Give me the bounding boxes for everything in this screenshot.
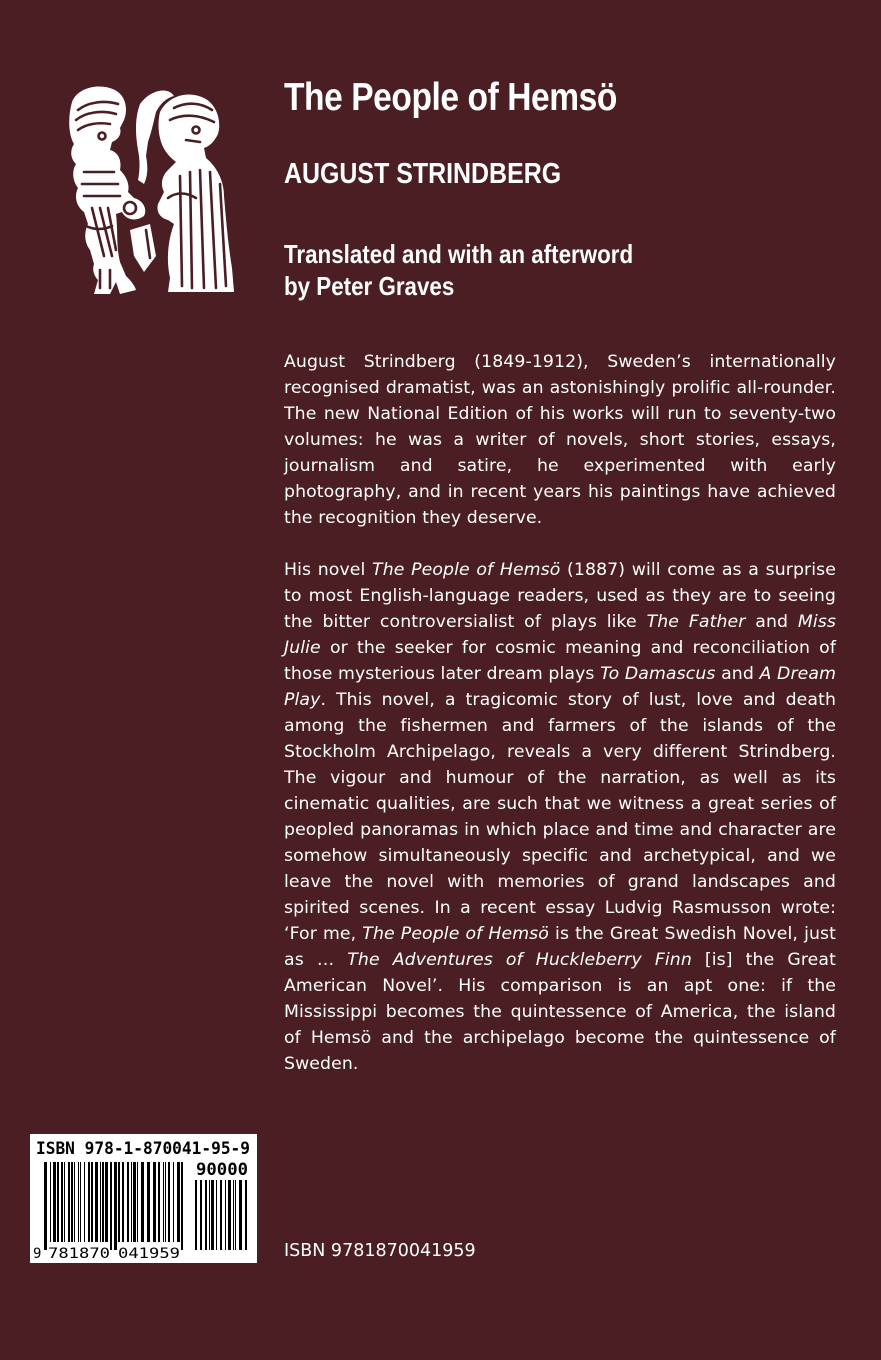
barcode-bar [91, 1162, 93, 1242]
barcode-price-code: 90000 [196, 1160, 248, 1179]
barcode-bar [127, 1162, 129, 1242]
barcode-bar [53, 1162, 56, 1242]
barcode-bar [163, 1162, 164, 1242]
barcode-bar [88, 1162, 90, 1242]
italic-title: The Father [646, 612, 746, 632]
barcode-bar [141, 1162, 144, 1242]
italic-title: To Damascus [600, 664, 716, 684]
barcode-bar [137, 1162, 138, 1242]
barcode-addon-bars [195, 1180, 247, 1250]
translator-line-1: Translated and with an afterword [284, 239, 634, 269]
barcode-isbn-top: ISBN 978-1-870041-95-9 [36, 1139, 250, 1158]
barcode-bar [245, 1180, 247, 1250]
translator-line-2: by Peter Graves [284, 271, 455, 301]
barcode-bar [216, 1180, 217, 1250]
blurb-paragraph-2: His novel The People of Hemsö (1887) will come as a surprise to most English-language readers, used as they are to seeing the bitter controversialist of plays like The Father and Miss Julie or the seeker for cosmic meaning and reconciliation of those mysterious later dream plays To Damascus and A Dream Play. This novel, a tragicomic story of lust, love and death among the fishermen and farmers of the islands of the Stockholm Archipelago, reveals a very different Strindberg. The vigour and humour of the narration, as well as its cinematic qualities, are such that we witness a great series of peopled panoramas in which place and time and character are somehow simultaneously specific and archetypical, and we leave the novel with memories of grand landscapes and spirited scenes. In a recent essay Ludvig Rasmusson wrote: ‘For me, The People of Hemsö is the Great Swedish Novel, just as … The Adventures of Huckleberry Finn [is] the Great American Novel’. His comparison is an apt one: if the Mississippi becomes the quintessence of America, the island of Hemsö and the archipelago become the quintessence of Sweden. [284, 560, 837, 1074]
barcode-bar [220, 1180, 222, 1250]
barcode-bar [80, 1162, 81, 1242]
barcode-bar [131, 1162, 132, 1242]
barcode-bar [158, 1162, 160, 1242]
book-title: The People of Hemsö [284, 76, 617, 119]
barcode-digits-group-1: 781870 [48, 1246, 110, 1262]
barcode-bar [84, 1162, 85, 1242]
barcode-bar [100, 1162, 101, 1242]
barcode-bar [168, 1162, 170, 1242]
author-name: AUGUST STRINDBERG [284, 158, 562, 190]
barcode-bar [233, 1180, 234, 1250]
barcode-bar [105, 1162, 108, 1242]
barcode-bar [211, 1180, 214, 1250]
barcode-bar [95, 1162, 98, 1242]
translator-credit [284, 238, 633, 302]
barcode-bar [147, 1162, 150, 1242]
barcode-bar [235, 1180, 236, 1250]
barcode-bar [228, 1180, 231, 1250]
barcode-bar [153, 1162, 156, 1242]
barcode-bar [205, 1180, 207, 1250]
barcode-bar [173, 1162, 174, 1242]
barcode-bar [44, 1162, 47, 1250]
barcode-bar [110, 1162, 112, 1250]
barcode-bar [71, 1162, 73, 1242]
barcode-bar [74, 1162, 75, 1242]
blurb-paragraph-1: August Strindberg (1849-1912), Sweden’s internationally recognised dramatist, was an astonishingly prolific all-rounder. The new National Edition of his works will run to seventy-two volumes: he was a writer of novels, short stories, essays, journalism and satire, he experimented with early photography, and in recent years his paintings have achieved the recognition they deserve. [284, 352, 836, 528]
barcode-main-bars [44, 1162, 183, 1250]
barcode-bar [61, 1162, 63, 1242]
barcode-bar [102, 1162, 104, 1242]
barcode-bar [50, 1162, 51, 1242]
italic-title: The People of Hemsö [372, 560, 561, 580]
barcode-bar [122, 1162, 124, 1242]
barcode-bar [165, 1162, 166, 1242]
blurb [284, 349, 836, 1077]
italic-title: A Dream Play [284, 664, 837, 710]
barcode-bar [225, 1180, 226, 1250]
barcode-bar [118, 1162, 120, 1242]
barcode-bar [209, 1180, 210, 1250]
barcode-bar [133, 1162, 136, 1242]
barcode-bar [181, 1162, 183, 1250]
barcode-bar [200, 1180, 202, 1250]
barcode-bar [78, 1162, 79, 1242]
isbn-text: ISBN 9781870041959 [284, 1241, 476, 1261]
barcode-bar [195, 1180, 197, 1250]
barcode-digits-group-2: 041959 [118, 1246, 180, 1262]
barcode-digit-first: 9 [33, 1246, 42, 1262]
isbn-barcode [30, 1134, 257, 1263]
italic-title: Miss Julie [284, 612, 837, 658]
barcode-bar [57, 1162, 59, 1242]
barcode-bar [64, 1162, 65, 1242]
italic-title: The Adventures of Huckleberry Finn [347, 950, 692, 970]
italic-title: The People of Hemsö [362, 924, 549, 944]
barcode-bar [239, 1180, 242, 1250]
barcode-bar [68, 1162, 70, 1242]
barcode-bar [177, 1162, 180, 1242]
carved-figures-emblem-icon [64, 80, 236, 298]
barcode-bar [114, 1162, 117, 1250]
